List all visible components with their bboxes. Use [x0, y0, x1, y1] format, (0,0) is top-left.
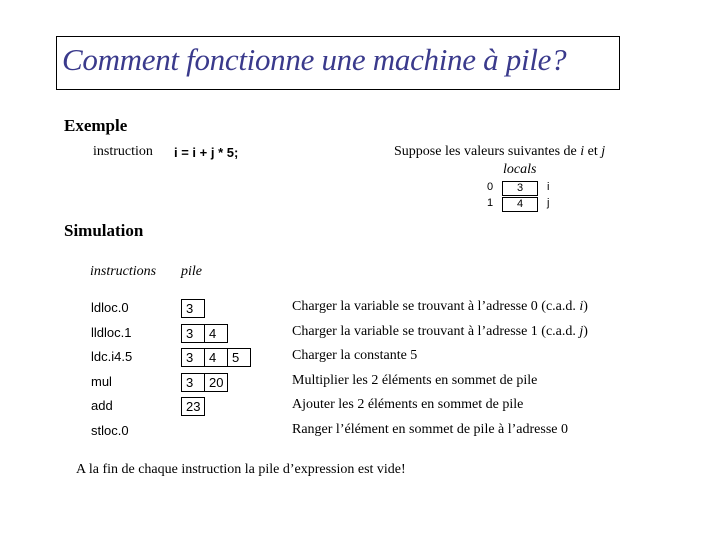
instruction-label: instruction: [93, 144, 153, 159]
col-instructions: instructions: [90, 264, 157, 279]
locals-var-name: j: [547, 197, 550, 209]
col-pile: pile: [181, 264, 202, 279]
instruction-name: ldc.i4.5: [91, 349, 133, 364]
simulation-heading: Simulation: [64, 221, 144, 240]
instruction-name: mul: [91, 374, 112, 389]
description-text: Ranger l’élément en sommet de pile à l’adresse 0: [292, 422, 569, 437]
instruction-description: [292, 422, 568, 438]
stack-cell: 20: [204, 373, 228, 392]
stack-cell: 23: [181, 397, 205, 416]
description-close: ): [583, 324, 588, 339]
var-i: i: [580, 144, 585, 159]
instruction-description: [292, 348, 417, 364]
locals-index: 1: [487, 197, 494, 209]
instruction-description: [292, 373, 537, 389]
stack-cell: 3: [181, 373, 205, 392]
exemple-heading: Exemple: [64, 116, 128, 135]
locals-var-name: i: [547, 181, 550, 193]
stack-cell: 3: [181, 299, 205, 318]
instruction-name: add: [91, 398, 113, 413]
stack-cell: 4: [204, 324, 228, 343]
instruction-name: ldloc.0: [91, 300, 129, 315]
suppose-text: [394, 144, 605, 160]
locals-index: 0: [487, 181, 494, 193]
stack-cell: 3: [181, 324, 205, 343]
locals-value-cell: 3: [502, 181, 538, 196]
description-text: Charger la constante 5: [292, 348, 418, 363]
suppose-prefix: Suppose les valeurs suivantes de: [394, 144, 581, 159]
description-text: Multiplier les 2 éléments en sommet de pile: [292, 373, 538, 388]
instruction-name: stloc.0: [91, 423, 129, 438]
locals-label: locals: [503, 162, 537, 177]
slide-title: Comment fonctionne une machine à pile?: [62, 42, 567, 77]
instruction-description: [292, 299, 588, 315]
footer-note: A la fin de chaque instruction la pile d’expression est vide!: [76, 462, 406, 477]
locals-value-cell: 4: [502, 197, 538, 212]
description-text: Charger la variable se trouvant à l’adresse 0 (c.a.d.: [292, 299, 580, 314]
description-var: i: [579, 299, 584, 314]
var-j: j: [601, 144, 606, 159]
stack-cell: 3: [181, 348, 205, 367]
instruction-name: lldloc.1: [91, 325, 132, 340]
description-text: Charger la variable se trouvant à l’adresse 1 (c.a.d.: [292, 324, 580, 339]
instruction-description: [292, 397, 523, 413]
stack-cell: 5: [227, 348, 251, 367]
instruction-code: i = i + j * 5;: [174, 145, 239, 160]
suppose-et: et: [584, 144, 602, 159]
description-var: j: [579, 324, 584, 339]
instruction-description: [292, 324, 588, 340]
description-close: ): [583, 299, 588, 314]
description-text: Ajouter les 2 éléments en sommet de pile: [292, 397, 524, 412]
stack-cell: 4: [204, 348, 228, 367]
